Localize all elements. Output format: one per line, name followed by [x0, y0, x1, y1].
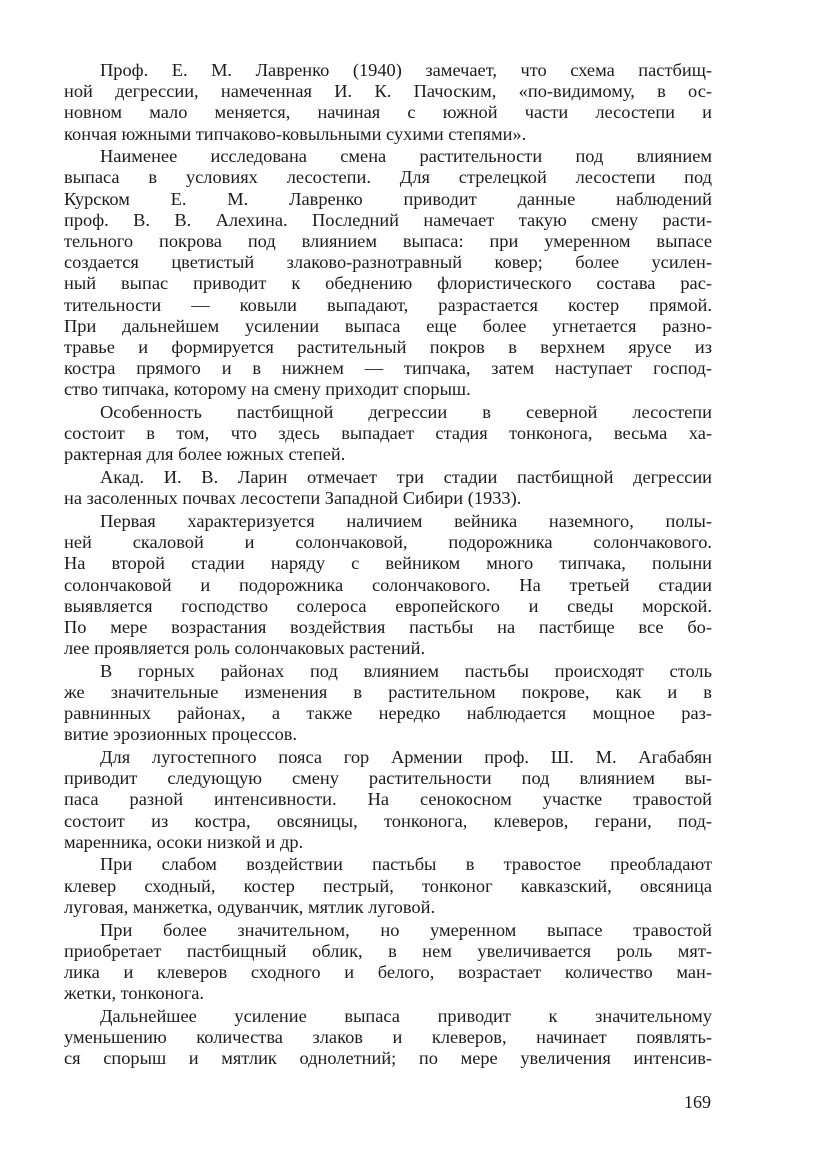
text-line: ной дегрессии, намеченная И. К. Пачоским, «по-видимому, в ос-: [64, 81, 712, 102]
text-line: выпаса в условиях лесостепи. Для стрелецкой лесостепи под: [64, 167, 712, 188]
text-line: приобретает пастбищный облик, в нем увеличивается роль мят-: [64, 940, 712, 961]
text-line: Особенность пастбищной дегрессии в северной лесостепи: [100, 402, 712, 422]
text-line: травье и формируется растительный покров в верхнем ярусе из: [64, 336, 712, 357]
text-line: кончая южными типчаково-ковыльными сухими степями».: [64, 123, 527, 144]
text-line: По мере возрастания воздействия пастьбы на пастбище все бо-: [64, 616, 712, 637]
text-line: витие эрозионных процессов.: [64, 724, 298, 745]
paragraph: [64, 511, 712, 659]
text-line: равнинных районах, а также нередко наблюдается мощное раз-: [64, 703, 712, 724]
text-line: создается цветистый злаково-разнотравный ковер; более усилен-: [64, 252, 712, 273]
text-line: ный выпас приводит к обеднению флористического состава рас-: [64, 273, 712, 294]
text-line: костра прямого и в нижнем — типчака, затем наступает господ-: [64, 358, 712, 379]
text-line: паса разной интенсивности. На сенокосном участке травостой: [64, 789, 712, 810]
text-line: клевер сходный, костер пестрый, тонконог кавказский, овсяница: [64, 875, 712, 896]
paragraph: [64, 854, 712, 918]
text-line: ся спорыш и мятлик однолетний; по мере увеличения интенсив-: [64, 1048, 712, 1069]
text-line: Курском Е. М. Лавренко приводит данные наблюдений: [64, 188, 712, 209]
text-line: При более значительном, но умеренном выпасе травостой: [100, 919, 712, 940]
paragraph: [64, 920, 712, 1005]
paragraph: [64, 402, 712, 466]
paragraph: [64, 146, 712, 400]
text-line: на засоленных почвах лесостепи Западной Сибири (1933).: [64, 488, 522, 509]
text-line: приводит следующую смену растительности под влиянием вы-: [64, 768, 712, 789]
text-line: Проф. Е. М. Лавренко (1940) замечает, что схема пастбищ-: [100, 60, 712, 80]
text-line: тельного покрова под влиянием выпаса: при умеренном выпасе: [64, 231, 712, 251]
text-line: лее проявляется роль солончаковых растений.: [64, 638, 426, 659]
text-line: ней скаловой и солончаковой, подорожника солончакового.: [64, 532, 712, 553]
text-line: При слабом воздействии пастьбы в травостое преобладают: [100, 854, 712, 875]
text-line: новном мало меняется, начиная с южной части лесостепи и: [64, 102, 712, 123]
text-line: тительности — ковыли выпадают, разрастается костер прямой.: [64, 294, 712, 315]
text-line: ство типчака, которому на смену приходит спорыш.: [64, 379, 471, 400]
text-line: состоит в том, что здесь выпадает стадия тонконога, весьма ха-: [64, 423, 712, 444]
text-line: маренника, осоки низкой и др.: [64, 831, 304, 852]
text-line: проф. В. В. Алехина. Последний намечает такую смену расти-: [64, 209, 712, 230]
text-line: же значительные изменения в растительном покрове, как и в: [64, 681, 712, 702]
text-line: состоит из костра, овсяницы, тонконога, клеверов, герани, под-: [64, 810, 712, 831]
page-number: 169: [684, 1092, 711, 1112]
text-line: При дальнейшем усилении выпаса еще более угнетается разно-: [64, 315, 712, 336]
text-line: луговая, манжетка, одуванчик, мятлик луговой.: [64, 896, 436, 917]
text-line: жетки, тонконога.: [64, 983, 205, 1004]
text-line: В горных районах под влиянием пастьбы происходят столь: [100, 660, 712, 681]
paragraph: [64, 661, 712, 746]
text-line: лика и клеверов сходного и белого, возрастает количество ман-: [64, 961, 712, 982]
text-line: выявляется господство солероса европейского и сведы морской.: [64, 595, 712, 616]
text-line: солончаковой и подорожника солончакового. На третьей стадии: [64, 574, 712, 595]
text-line: Дальнейшее усиление выпаса приводит к значительному: [100, 1005, 712, 1026]
text-line: Акад. И. В. Ларин отмечает три стадии пастбищной дегрессии: [100, 467, 712, 488]
page-body: [64, 60, 712, 1071]
text-line: Наименее исследована смена растительности под влиянием: [100, 146, 712, 167]
paragraph: [64, 747, 712, 853]
text-line: рактерная для более южных степей.: [64, 444, 346, 465]
paragraph: [64, 1006, 712, 1070]
text-line: уменьшению количества злаков и клеверов, начинает появлять-: [64, 1026, 712, 1047]
text-line: Для лугостепного пояса гор Армении проф. Ш. М. Агабабян: [100, 747, 712, 767]
text-line: Первая характеризуется наличием вейника наземного, полы-: [100, 510, 712, 531]
text-line: На второй стадии наряду с вейником много типчака, полыни: [64, 553, 712, 574]
paragraph: [64, 60, 712, 145]
paragraph: [64, 467, 712, 509]
